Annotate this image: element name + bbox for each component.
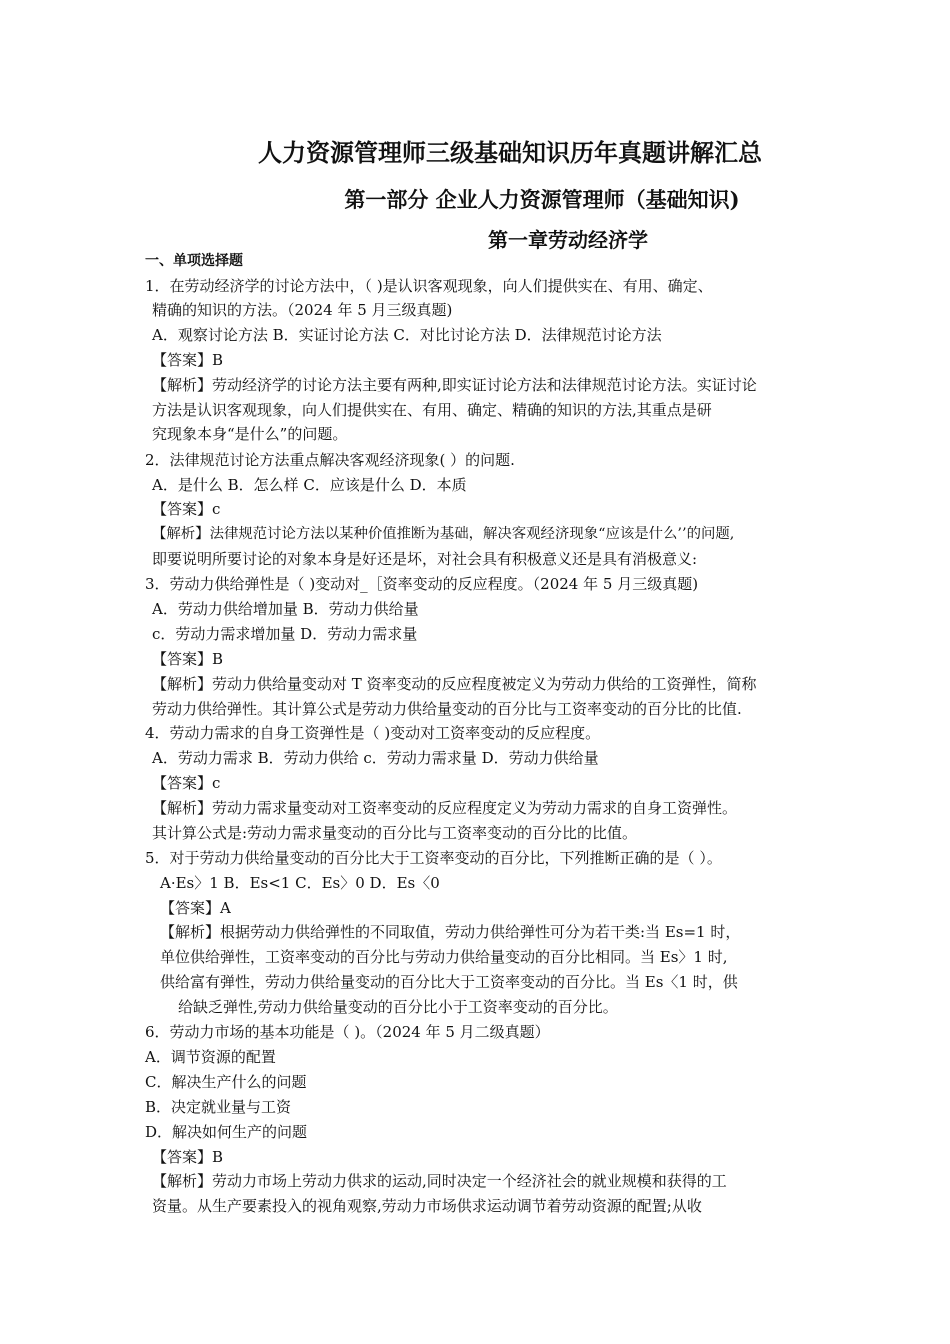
q5-answer: 【答案】A: [160, 899, 231, 917]
q6-analysis-line1: 【解析】劳动力市场上劳动力供求的运动,同时决定一个经济社会的就业规模和获得的工: [152, 1172, 727, 1190]
q2-analysis-line1: 【解析】法律规范讨论方法以某种价值推断为基础，解决客观经济现象“应该是什么’’的问题,: [152, 526, 735, 542]
q6-answer: 【答案】B: [152, 1148, 224, 1166]
section-heading: 一、单项选择题: [145, 253, 243, 269]
q3-options-line2: c．劳动力需求增加量 D．劳动力需求量: [152, 625, 418, 643]
q1-stem-line1: 1．在劳动经济学的讨论方法中，（ )是认识客观现象，向人们提供实在、有用、确定、: [145, 277, 713, 295]
q6-option-c: C．解决生产什么的问题: [145, 1073, 307, 1091]
q2-answer: 【答案】c: [152, 500, 221, 518]
q4-analysis-line2: 其计算公式是:劳动力需求量变动的百分比与工资率变动的百分比的比值。: [152, 824, 638, 842]
q6-option-d: D．解决如何生产的问题: [145, 1123, 308, 1141]
q5-analysis-line1: 【解析】根据劳动力供给弹性的不同取值，劳动力供给弹性可分为若干类:当 Es=1 时，: [160, 923, 741, 941]
q4-options: A．劳动力需求 B．劳动力供给 c．劳动力需求量 D．劳动力供给量: [152, 749, 599, 767]
q2-options: A．是什么 B．怎么样 C．应该是什么 D．本质: [152, 476, 467, 494]
q1-stem-line2: 精确的知识的方法。（2024 年 5 月三级真题): [152, 301, 453, 319]
q1-answer: 【答案】B: [152, 351, 224, 369]
part-heading: 第一部分 企业人力资源管理师（基础知识): [344, 187, 740, 212]
q4-analysis-line1: 【解析】劳动力需求量变动对工资率变动的反应程度定义为劳动力需求的自身工资弹性。: [152, 799, 738, 817]
q6-stem: 6．劳动力市场的基本功能是（ )。（2024 年 5 月二级真题）: [145, 1023, 550, 1041]
q6-option-b: B．决定就业量与工资: [145, 1098, 292, 1116]
q4-answer: 【答案】c: [152, 774, 221, 792]
q5-analysis-line4: 给缺乏弹性,劳动力供给量变动的百分比小于工资率变动的百分比。: [178, 998, 618, 1016]
q4-stem: 4．劳动力需求的自身工资弹性是（ )变动对工资率变动的反应程度。: [145, 724, 601, 742]
q5-analysis-line2: 单位供给弹性，工资率变动的百分比与劳动力供给量变动的百分比相同。当 Es〉1 时,: [160, 948, 728, 966]
q3-stem: 3．劳动力供给弹性是（ )变动对_［资率变动的反应程度。（2024 年 5 月三级真题): [145, 575, 699, 593]
q5-options: A·Es〉1 B．Es<1 C．Es〉0 D．Es〈0: [160, 874, 440, 892]
q1-analysis-line3: 究现象本身“是什么”的问题。: [152, 425, 348, 443]
q5-stem: 5．对于劳动力供给量变动的百分比大于工资率变动的百分比，下列推断正确的是（ ）。: [145, 849, 722, 867]
q3-analysis-line2: 劳动力供给弹性。其计算公式是劳动力供给量变动的百分比与工资率变动的百分比的比值.: [152, 700, 742, 718]
q2-stem: 2．法律规范讨论方法重点解决客观经济现象( ）的问题.: [145, 451, 515, 469]
q1-options: A．观察讨论方法 B．实证讨论方法 C．对比讨论方法 D．法律规范讨论方法: [152, 326, 662, 344]
q6-analysis-line2: 资量。从生产要素投入的视角观察,劳动力市场供求运动调节着劳动资源的配置;从收: [152, 1197, 702, 1215]
chapter-heading: 第一章劳动经济学: [488, 228, 648, 252]
document-title: 人力资源管理师三级基础知识历年真题讲解汇总: [258, 138, 762, 167]
q3-answer: 【答案】B: [152, 650, 224, 668]
q6-option-a: A．调节资源的配置: [145, 1048, 276, 1066]
q1-analysis-line2: 方法是认识客观现象，向人们提供实在、有用、确定、精确的知识的方法,其重点是研: [152, 401, 712, 419]
q3-analysis-line1: 【解析】劳动力供给量变动对 T 资率变动的反应程度被定义为劳动力供给的工资弹性，简称: [152, 675, 757, 693]
q3-options-line1: A．劳动力供给增加量 B．劳动力供给量: [152, 600, 419, 618]
q2-analysis-line2: 即要说明所要讨论的对象本身是好还是坏，对社会具有积极意义还是具有消极意义:: [152, 550, 698, 568]
q5-analysis-line3: 供给富有弹性，劳动力供给量变动的百分比大于工资率变动的百分比。当 Es〈1 时，供: [160, 973, 738, 991]
q1-analysis-line1: 【解析】劳动经济学的讨论方法主要有两种,即实证讨论方法和法律规范讨论方法。实证讨论: [152, 376, 757, 394]
